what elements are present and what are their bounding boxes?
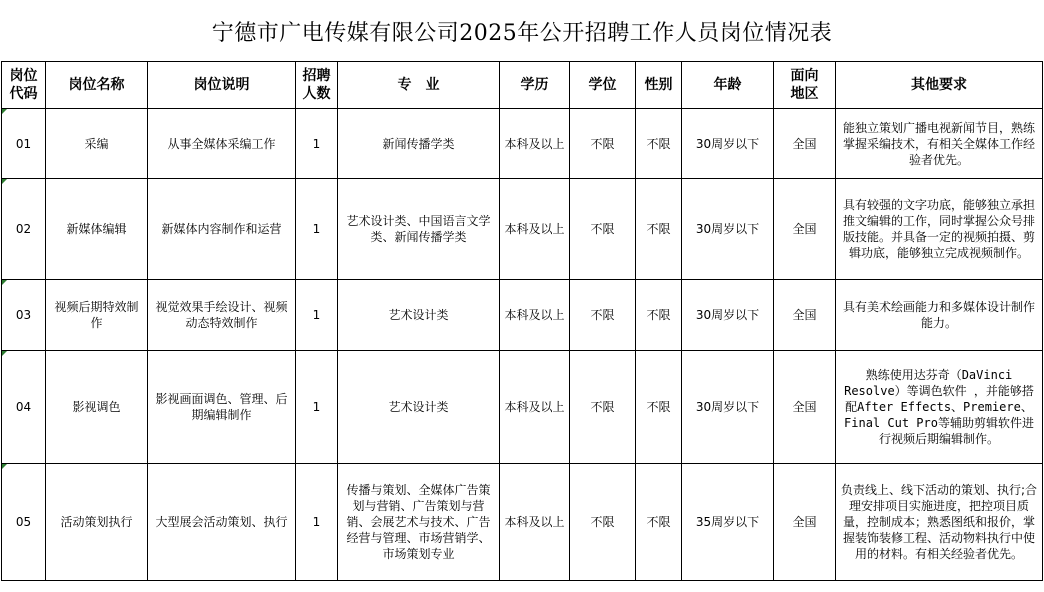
cell-desc[interactable]: 影视画面调色、管理、后期编辑制作 [148, 351, 296, 464]
header-count: 招聘 人数 [296, 62, 338, 109]
cell-degree[interactable]: 不限 [570, 351, 636, 464]
cell-gender[interactable]: 不限 [636, 280, 682, 351]
cell-other[interactable]: 具有美术绘画能力和多媒体设计制作能力。 [836, 280, 1043, 351]
cell-gender[interactable]: 不限 [636, 464, 682, 581]
comment-marker [2, 351, 7, 356]
cell-desc[interactable]: 视觉效果手绘设计、视频动态特效制作 [148, 280, 296, 351]
page-title: 宁德市广电传媒有限公司2025年公开招聘工作人员岗位情况表 [211, 20, 833, 46]
cell-degree[interactable]: 不限 [570, 464, 636, 581]
cell-major[interactable]: 新闻传播学类 [338, 109, 500, 179]
cell-degree[interactable]: 不限 [570, 109, 636, 179]
cell-desc[interactable]: 从事全媒体采编工作 [148, 109, 296, 179]
cell-edu[interactable]: 本科及以上 [500, 179, 570, 280]
cell-name[interactable]: 采编 [46, 109, 148, 179]
cell-edu[interactable]: 本科及以上 [500, 280, 570, 351]
cell-edu[interactable]: 本科及以上 [500, 109, 570, 179]
cell-major[interactable]: 艺术设计类 [338, 280, 500, 351]
cell-count[interactable]: 1 [296, 464, 338, 581]
cell-other[interactable]: 熟练使用达芬奇（DaVinci Resolve）等调色软件 ，并能够搭配After Effects、Premiere、Final Cut Pro等辅助剪辑软件进行视频后期编辑制作。 [836, 351, 1043, 464]
table-row [2, 109, 1043, 179]
cell-region[interactable]: 全国 [774, 109, 836, 179]
cell-gender[interactable]: 不限 [636, 109, 682, 179]
table-row [2, 464, 1043, 581]
header-row [2, 62, 1043, 109]
comment-marker [2, 179, 7, 184]
header-region: 面向 地区 [774, 62, 836, 109]
cell-other[interactable]: 能独立策划广播电视新闻节目，熟练掌握采编技术，有相关全媒体工作经验者优先。 [836, 109, 1043, 179]
cell-other[interactable]: 负责线上、线下活动的策划、执行;合理安排项目实施进度，把控项目质量，控制成本；熟悉图纸和报价，掌握装饰装修工程、活动物料执行中使用的材料。有相关经验者优先。 [836, 464, 1043, 581]
cell-region[interactable]: 全国 [774, 464, 836, 581]
comment-marker [2, 280, 7, 285]
cell-edu[interactable]: 本科及以上 [500, 351, 570, 464]
cell-desc[interactable]: 新媒体内容制作和运营 [148, 179, 296, 280]
cell-region[interactable]: 全国 [774, 179, 836, 280]
table-row [2, 280, 1043, 351]
cell-degree[interactable]: 不限 [570, 179, 636, 280]
cell-age[interactable]: 30周岁以下 [682, 109, 774, 179]
cell-code[interactable]: 05 [2, 464, 46, 581]
cell-region[interactable]: 全国 [774, 351, 836, 464]
cell-name[interactable]: 活动策划执行 [46, 464, 148, 581]
header-other: 其他要求 [836, 62, 1043, 109]
cell-count[interactable]: 1 [296, 109, 338, 179]
cell-age[interactable]: 35周岁以下 [682, 464, 774, 581]
cell-desc[interactable]: 大型展会活动策划、执行 [148, 464, 296, 581]
comment-marker [2, 464, 7, 469]
positions-table [1, 61, 1043, 581]
cell-age[interactable]: 30周岁以下 [682, 280, 774, 351]
table-row [2, 179, 1043, 280]
header-name: 岗位名称 [46, 62, 148, 109]
cell-gender[interactable]: 不限 [636, 179, 682, 280]
header-gender: 性别 [636, 62, 682, 109]
cell-major[interactable]: 传播与策划、全媒体广告策划与营销、广告策划与营销、会展艺术与技术、广告经营与管理、市场营销学、市场策划专业 [338, 464, 500, 581]
cell-name[interactable]: 视频后期特效制作 [46, 280, 148, 351]
cell-name[interactable]: 新媒体编辑 [46, 179, 148, 280]
comment-marker [2, 109, 7, 114]
cell-name[interactable]: 影视调色 [46, 351, 148, 464]
cell-region[interactable]: 全国 [774, 280, 836, 351]
cell-code[interactable]: 03 [2, 280, 46, 351]
table-row [2, 351, 1043, 464]
cell-count[interactable]: 1 [296, 179, 338, 280]
header-desc: 岗位说明 [148, 62, 296, 109]
cell-major[interactable]: 艺术设计类 [338, 351, 500, 464]
cell-age[interactable]: 30周岁以下 [682, 351, 774, 464]
cell-count[interactable]: 1 [296, 280, 338, 351]
cell-degree[interactable]: 不限 [570, 280, 636, 351]
header-age: 年龄 [682, 62, 774, 109]
cell-code[interactable]: 02 [2, 179, 46, 280]
cell-count[interactable]: 1 [296, 351, 338, 464]
cell-gender[interactable]: 不限 [636, 351, 682, 464]
cell-edu[interactable]: 本科及以上 [500, 464, 570, 581]
header-edu: 学历 [500, 62, 570, 109]
cell-code[interactable]: 01 [2, 109, 46, 179]
header-major: 专 业 [338, 62, 500, 109]
cell-code[interactable]: 04 [2, 351, 46, 464]
cell-major[interactable]: 艺术设计类、中国语言文学类、新闻传播学类 [338, 179, 500, 280]
header-degree: 学位 [570, 62, 636, 109]
cell-age[interactable]: 30周岁以下 [682, 179, 774, 280]
cell-other[interactable]: 具有较强的文字功底，能够独立承担推文编辑的工作，同时掌握公众号排版技能。并具备一定的视频拍摄、剪辑功底，能够独立完成视频制作。 [836, 179, 1043, 280]
header-code: 岗位 代码 [2, 62, 46, 109]
